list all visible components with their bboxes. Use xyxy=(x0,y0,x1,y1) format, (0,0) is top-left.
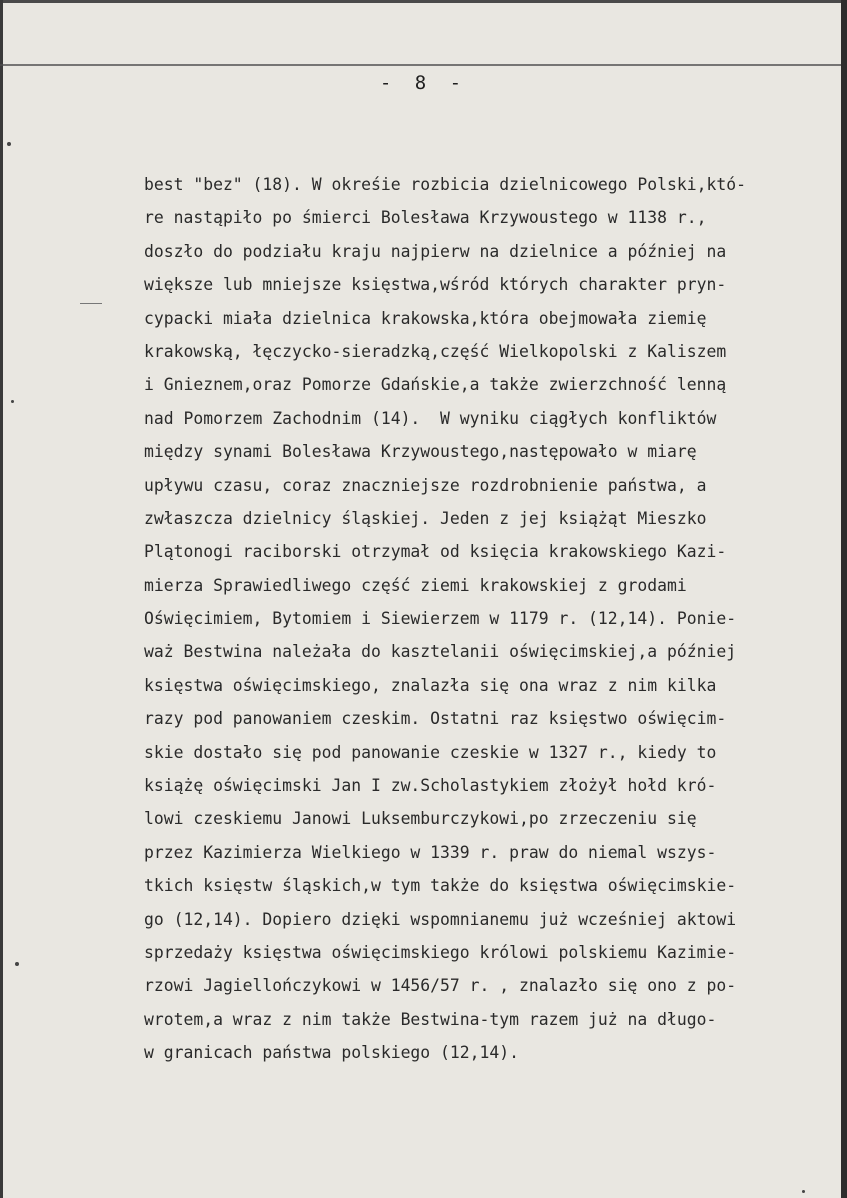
text-line: mierza Sprawiedliwego część ziemi krakowskiej z grodami xyxy=(144,575,687,595)
scan-speck xyxy=(11,400,14,403)
body-text xyxy=(144,168,764,1070)
scan-left-edge xyxy=(0,0,3,1198)
scan-speck xyxy=(7,142,11,146)
text-line: rzowi Jagiellończykowi w 1456/57 r. , znalazło się ono z po- xyxy=(144,976,737,996)
text-line: upływu czasu, coraz znaczniejsze rozdrobnienie państwa, a xyxy=(144,475,707,495)
text-line: lowi czeskiemu Janowi Luksemburczykowi,po zrzeczeniu się xyxy=(144,809,697,829)
text-line: wrotem,a wraz z nim także Bestwina-tym razem już na długo- xyxy=(144,1009,717,1029)
text-line: best "bez" (18). W okreśie rozbicia dzielnicowego Polski,któ- xyxy=(144,175,746,194)
text-line: krakowską, łęczycko-sieradzką,część Wielkopolski z Kaliszem xyxy=(144,341,727,361)
scan-right-edge xyxy=(841,0,847,1198)
text-line: waż Bestwina należała do kasztelanii oświęcimskiej,a później xyxy=(144,642,737,662)
text-line: przez Kazimierza Wielkiego w 1339 r. praw do niemal wszys- xyxy=(144,842,717,862)
text-line: doszło do podziału kraju najpierw na dzielnice a później na xyxy=(144,241,727,261)
text-line: Oświęcimiem, Bytomiem i Siewierzem w 1179 r. (12,14). Ponie- xyxy=(144,609,737,629)
page-number: - 8 - xyxy=(379,72,468,94)
text-line: nad Pomorzem Zachodnim (14). W wyniku ciągłych konfliktów xyxy=(144,408,717,428)
scan-speck xyxy=(15,962,19,966)
text-line: książę oświęcimski Jan I zw.Scholastykiem złożył hołd kró- xyxy=(144,776,717,796)
text-line: re nastąpiło po śmierci Bolesława Krzywoustego w 1138 r., xyxy=(144,208,707,228)
text-line: tkich księstw śląskich,w tym także do księstwa oświęcimskie- xyxy=(144,876,737,896)
text-line: księstwa oświęcimskiego, znalazła się ona wraz z nim kilka xyxy=(144,675,717,695)
text-line: Plątonogi raciborski otrzymał od księcia krakowskiego Kazi- xyxy=(144,542,727,562)
text-line: cypacki miała dzielnica krakowska,która obejmowała ziemię xyxy=(144,308,707,328)
text-line: i Gnieznem,oraz Pomorze Gdańskie,a także zwierzchność lenną xyxy=(144,375,727,395)
scan-speck xyxy=(802,1190,805,1193)
text-line: zwłaszcza dzielnicy śląskiej. Jeden z jej książąt Mieszko xyxy=(144,508,707,528)
text-line: większe lub mniejsze księstwa,wśród których charakter pryn- xyxy=(144,275,727,295)
scan-top-edge xyxy=(0,0,847,3)
text-line: między synami Bolesława Krzywoustego,następowało w miarę xyxy=(144,442,697,462)
page-fold-line xyxy=(0,64,841,66)
text-line: w granicach państwa polskiego (12,14). xyxy=(144,1043,519,1063)
text-line: sprzedaży księstwa oświęcimskiego królowi polskiemu Kazimie- xyxy=(144,942,737,962)
text-line: razy pod panowaniem czeskim. Ostatni raz księstwo oświęcim- xyxy=(144,709,727,729)
text-line: go (12,14). Dopiero dzięki wspomnianemu już wcześniej aktowi xyxy=(144,909,737,929)
text-line: skie dostało się pod panowanie czeskie w 1327 r., kiedy to xyxy=(144,742,717,762)
margin-mark xyxy=(80,303,102,304)
